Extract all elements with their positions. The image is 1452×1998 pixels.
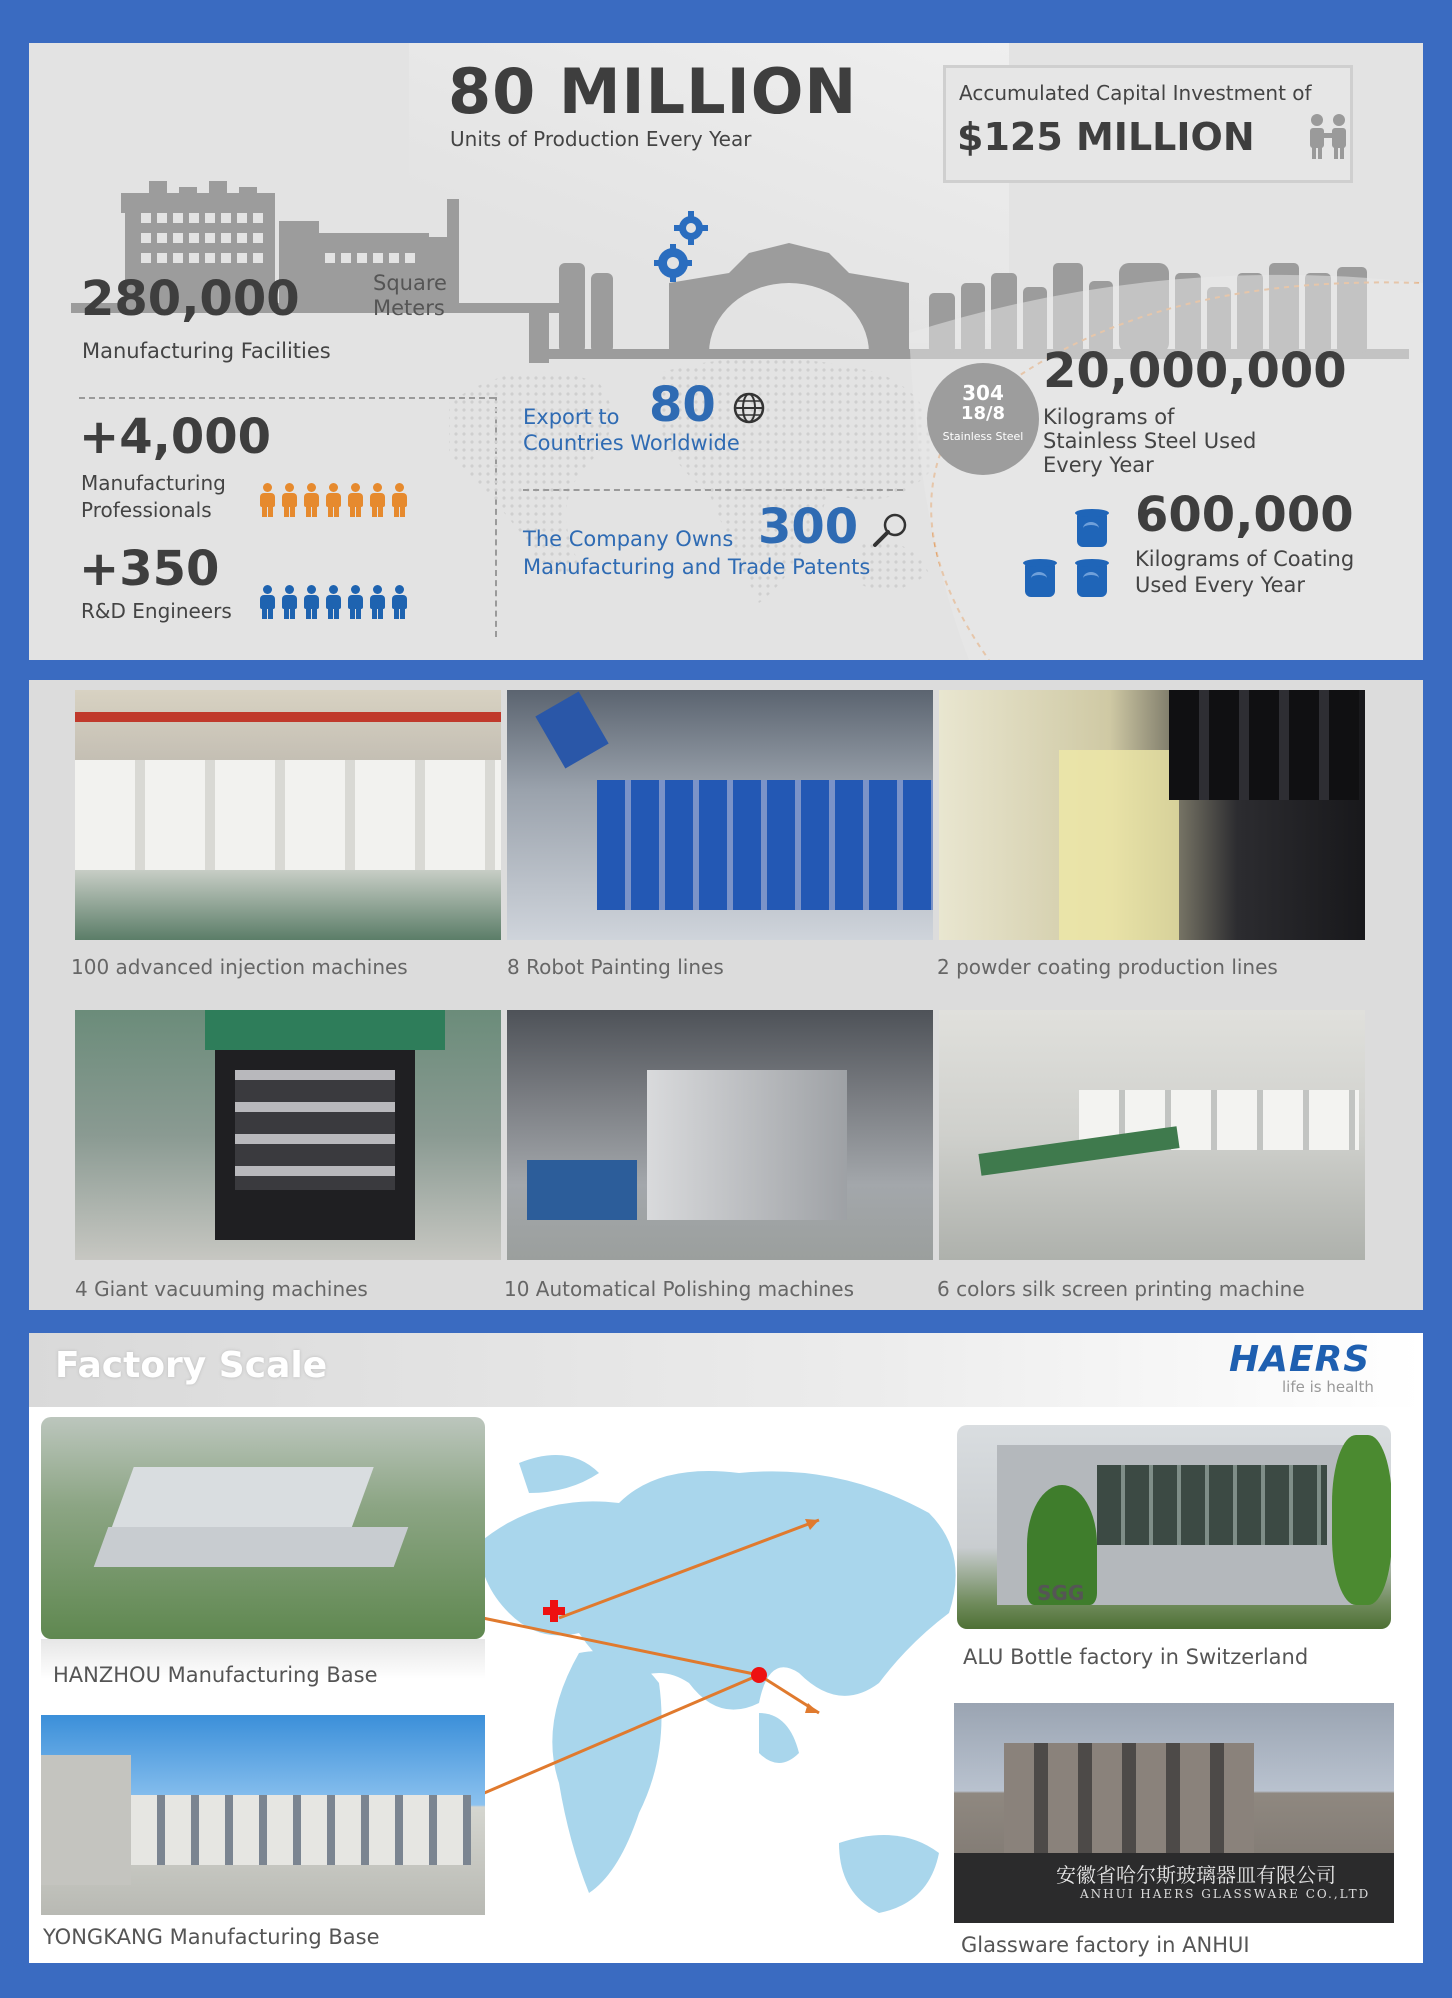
export-value: 80 — [649, 377, 716, 433]
production-label: Units of Production Every Year — [450, 127, 752, 151]
person-icon — [281, 585, 298, 619]
professionals-label-line1: Manufacturing — [81, 471, 226, 495]
person-icon — [391, 585, 408, 619]
professionals-label-line2: Professionals — [81, 498, 212, 522]
silk-screen-photo — [939, 1010, 1365, 1260]
polishing-machines-photo — [507, 1010, 933, 1260]
machine-caption: 2 powder coating production lines — [937, 955, 1278, 979]
machine-caption: 8 Robot Painting lines — [507, 955, 724, 979]
hanzhou-base-photo — [41, 1417, 485, 1639]
site-caption: YONGKANG Manufacturing Base — [43, 1925, 380, 1949]
brand-logo: HAERS — [1229, 1339, 1371, 1380]
robot-painting-photo — [507, 690, 933, 940]
steel-label-line2: Stainless Steel Used — [1043, 429, 1257, 453]
patents-label-suffix: Manufacturing and Trade Patents — [523, 555, 871, 579]
person-icon — [391, 483, 408, 517]
person-icon — [303, 585, 320, 619]
magnifier-icon — [871, 511, 911, 551]
production-value: 80 MILLION — [448, 55, 858, 128]
anhui-factory-photo — [954, 1703, 1394, 1923]
factory-scale-section — [29, 1333, 1423, 1963]
engineers-value: +350 — [79, 541, 220, 597]
area-unit: Square Meters — [373, 271, 447, 320]
engineers-label: R&D Engineers — [81, 599, 232, 623]
injection-machines-photo — [75, 690, 501, 940]
building-sign-english: ANHUI HAERS GLASSWARE CO.,LTD — [1080, 1887, 1371, 1901]
brand-slogan: life is health — [1282, 1378, 1374, 1396]
person-icon — [303, 483, 320, 517]
switzerland-factory-photo — [957, 1425, 1391, 1629]
divider — [523, 489, 903, 491]
machine-caption: 10 Automatical Polishing machines — [504, 1277, 854, 1301]
stainless-steel-badge — [927, 363, 1039, 475]
person-icon — [259, 585, 276, 619]
paint-bucket-icon — [1077, 563, 1107, 597]
steel-value: 20,000,000 — [1043, 343, 1347, 399]
coating-label-line1: Kilograms of Coating — [1135, 547, 1355, 571]
machines-gallery — [29, 680, 1423, 1310]
badge-bottom: Stainless Steel — [942, 430, 1024, 443]
section-title: Factory Scale — [55, 1345, 328, 1386]
machine-caption: 100 advanced injection machines — [71, 955, 408, 979]
globe-icon — [732, 391, 766, 425]
person-icon — [281, 483, 298, 517]
steel-label-line3: Every Year — [1043, 453, 1154, 477]
investment-label: Accumulated Capital Investment of — [959, 81, 1312, 105]
machine-caption: 4 Giant vacuuming machines — [75, 1277, 368, 1301]
person-icon — [369, 483, 386, 517]
paint-bucket-icon — [1025, 563, 1055, 597]
vacuuming-machines-photo — [75, 1010, 501, 1260]
patents-label-prefix: The Company Owns — [523, 527, 734, 551]
person-icon — [259, 483, 276, 517]
building-sign: SGG — [1037, 1581, 1085, 1605]
badge-mid: 18/8 — [960, 403, 1006, 424]
site-caption: HANZHOU Manufacturing Base — [53, 1663, 378, 1687]
investment-value: $125 MILLION — [957, 115, 1255, 159]
engineers-people-icons — [259, 585, 408, 619]
person-icon — [325, 585, 342, 619]
person-icon — [347, 585, 364, 619]
coating-value: 600,000 — [1135, 487, 1354, 543]
building-sign-chinese: 安徽省哈尔斯玻璃器皿有限公司 — [1056, 1863, 1336, 1887]
professionals-value: +4,000 — [79, 409, 272, 465]
person-icon — [325, 483, 342, 517]
badge-top: 304 — [962, 381, 1004, 405]
world-map — [459, 1423, 979, 1963]
machine-caption: 6 colors silk screen printing machine — [937, 1277, 1305, 1301]
steel-label-line1: Kilograms of — [1043, 405, 1175, 429]
export-label-prefix: Export to — [523, 405, 620, 429]
person-icon — [369, 585, 386, 619]
paint-bucket-icon — [1077, 513, 1107, 547]
area-label: Manufacturing Facilities — [82, 339, 331, 363]
person-icon — [347, 483, 364, 517]
site-caption: Glassware factory in ANHUI — [961, 1933, 1250, 1957]
yongkang-base-photo — [41, 1715, 485, 1915]
site-caption: ALU Bottle factory in Switzerland — [963, 1645, 1309, 1669]
handshake-icon — [1305, 113, 1353, 159]
coating-label-line2: Used Every Year — [1135, 573, 1306, 597]
export-label-suffix: Countries Worldwide — [523, 431, 740, 455]
professionals-people-icons — [259, 483, 408, 517]
powder-coating-photo — [939, 690, 1365, 940]
patents-value: 300 — [758, 499, 859, 555]
stats-infographic — [29, 43, 1423, 660]
gear-icon — [649, 208, 719, 288]
area-value: 280,000 — [81, 271, 300, 327]
